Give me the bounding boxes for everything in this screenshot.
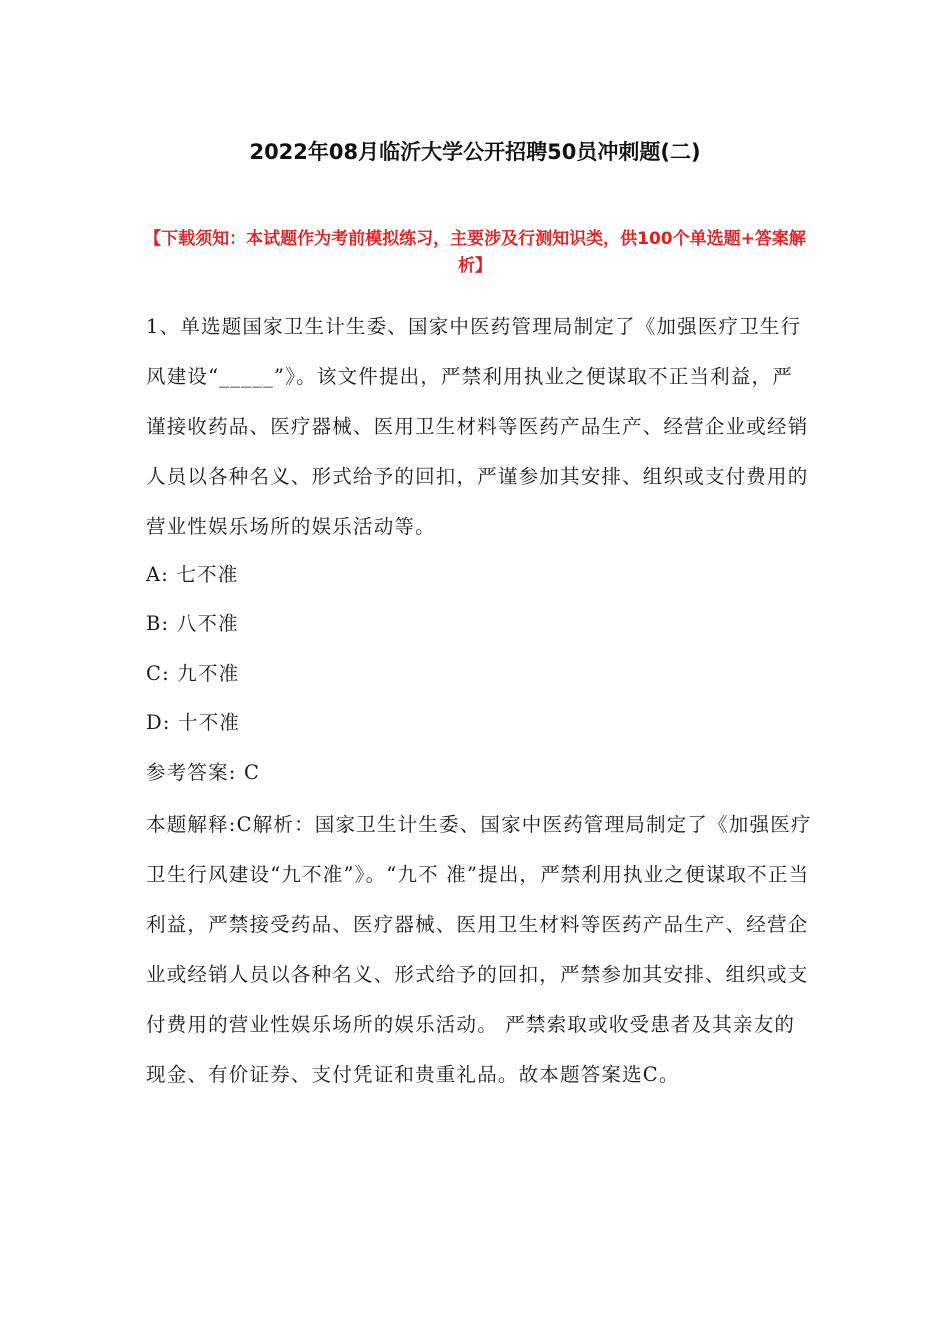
reference-answer: 参考答案: C: [146, 761, 261, 784]
question-stem: 1、单选题国家卫生计生委、国家中医药管理局制定了《加强医疗卫生行风建设“_____”》。该文件提出，严禁利用执业之便谋取不正当利益，严谨接收药品、医疗器械、医用卫生材料等医药产品生产、经营企业或经销人员以各种名义、形式给予的回扣，严谨参加其安排、组织或支付费用的营业性娱乐场所的娱乐活动等。: [146, 315, 809, 538]
option-a: A: 七不准: [146, 563, 239, 586]
download-notice: 【下载须知：本试题作为考前模拟练习，主要涉及行测知识类，供100个单选题+答案解析】: [144, 229, 806, 276]
option-b: B: 八不准: [146, 612, 239, 635]
page-title: 2022年08月临沂大学公开招聘50员冲刺题(二): [249, 140, 701, 164]
option-d: D: 十不准: [146, 711, 241, 734]
answer-explanation: 本题解释:C解析：国家卫生计生委、国家中医药管理局制定了《加强医疗卫生行风建设“九不准”》。“九不 准”提出，严禁利用执业之便谋取不正当利益，严禁接受药品、医疗器械、医用卫生材料等医药产品生产、经营企业或经销人员以各种名义、形式给予的回扣，严禁参加其安排、组织或支付费用的营业性娱乐场所的娱乐活动。 严禁索取或收受患者及其亲友的现金、有价证券、支付凭证和贵重礼品。故本题答案选C。: [146, 813, 812, 1086]
option-c: C: 九不准: [146, 662, 240, 685]
